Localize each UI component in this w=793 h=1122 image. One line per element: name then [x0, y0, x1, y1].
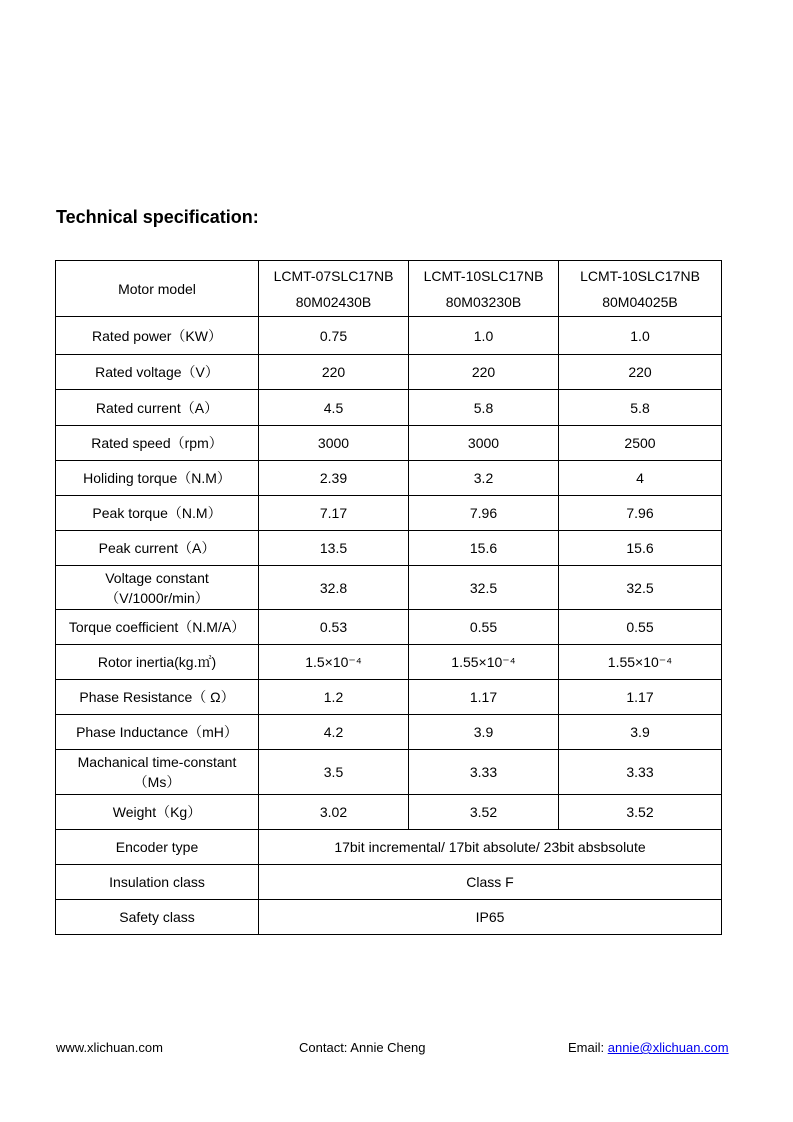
spec-merged-value: IP65 [259, 900, 722, 935]
spec-row [56, 680, 722, 715]
spec-label-line: （Ms） [133, 774, 181, 790]
spec-label: Safety class [56, 900, 259, 935]
spec-label-line: Rotor inertia(kg.㎡) [97, 654, 217, 670]
spec-label [56, 426, 259, 461]
spec-value: 5.8 [409, 390, 559, 426]
spec-label [56, 645, 259, 680]
spec-value: 15.6 [559, 531, 722, 566]
spec-value: 3.9 [559, 715, 722, 750]
spec-value: 0.55 [409, 610, 559, 645]
spec-value: 4.5 [259, 390, 409, 426]
spec-label-line: Rated current（A） [95, 399, 219, 416]
spec-label [56, 715, 259, 750]
spec-label-line: Voltage constant [105, 569, 209, 586]
spec-value: 220 [559, 355, 722, 390]
spec-value: 32.8 [259, 566, 409, 610]
spec-label [56, 610, 259, 645]
spec-row [56, 355, 722, 390]
model-code: 80M02430B [295, 293, 372, 310]
spec-row [56, 390, 722, 426]
page-heading: Technical specification: [56, 207, 259, 227]
spec-value: 1.0 [409, 317, 559, 355]
spec-value: 1.0 [559, 317, 722, 355]
spec-value: 220 [259, 355, 409, 390]
spec-label [56, 531, 259, 566]
spec-label-line: Peak torque（N.M） [92, 505, 222, 521]
spec-value: 1.17 [409, 680, 559, 715]
spec-value: 3.33 [409, 750, 559, 795]
spec-value: 13.5 [259, 531, 409, 566]
spec-row [56, 610, 722, 645]
spec-value: 1.17 [559, 680, 722, 715]
spec-merged-row [56, 830, 722, 865]
spec-value: 3.52 [409, 795, 559, 830]
spec-label-line: Phase Inductance（mH） [76, 724, 238, 740]
spec-value: 5.8 [559, 390, 722, 426]
spec-merged-value: Class F [259, 865, 722, 900]
spec-value: 2.39 [259, 461, 409, 496]
spec-table-body [56, 261, 722, 935]
spec-row [56, 566, 722, 610]
spec-label [56, 750, 259, 795]
spec-label-line: Rated speed（rpm） [91, 435, 223, 451]
spec-value: 7.96 [559, 496, 722, 531]
spec-row [56, 645, 722, 680]
model-name: LCMT-10SLC17NB [580, 267, 700, 284]
spec-value: 4 [559, 461, 722, 496]
spec-label [56, 355, 259, 390]
spec-row [56, 715, 722, 750]
spec-value: 32.5 [409, 566, 559, 610]
spec-label [56, 680, 259, 715]
spec-value: 3.52 [559, 795, 722, 830]
spec-label-line: Peak current（A） [98, 540, 216, 556]
spec-label [56, 566, 259, 610]
model-code: 80M04025B [602, 293, 678, 310]
spec-label [56, 317, 259, 355]
spec-value: 220 [409, 355, 559, 390]
spec-value: 3.33 [559, 750, 722, 795]
spec-label-line: Torque coefficient（N.M/A） [68, 619, 246, 635]
spec-value: 1.2 [259, 680, 409, 715]
model-code: 80M03230B [445, 293, 522, 310]
spec-value: 3.9 [409, 715, 559, 750]
spec-label-line: Holiding torque（N.M） [83, 470, 231, 486]
email-label: Email: [568, 1040, 608, 1055]
spec-label [56, 795, 259, 830]
spec-label-line: Machanical time-constant [77, 754, 237, 770]
spec-value: 3.5 [259, 750, 409, 795]
spec-label [56, 390, 259, 426]
spec-value: 2500 [559, 426, 722, 461]
spec-merged-value: 17bit incremental/ 17bit absolute/ 23bit absbsolute [259, 830, 722, 865]
spec-value: 3000 [259, 426, 409, 461]
model-name: LCMT-07SLC17NB [273, 267, 394, 284]
model-cell [559, 261, 722, 317]
model-cell [259, 261, 409, 317]
spec-value: 32.5 [559, 566, 722, 610]
spec-row [56, 461, 722, 496]
spec-merged-row [56, 865, 722, 900]
spec-label-line: Rated voltage（V） [95, 364, 219, 380]
spec-label-line: Phase Resistance（ Ω） [79, 689, 235, 705]
spec-value: 15.6 [409, 531, 559, 566]
spec-label-line: （V/1000r/min） [105, 589, 209, 606]
spec-row [56, 750, 722, 795]
spec-value: 3.2 [409, 461, 559, 496]
spec-row [56, 531, 722, 566]
spec-table [55, 260, 722, 935]
spec-value: 1.55×10⁻⁴ [409, 645, 559, 680]
spec-label [56, 496, 259, 531]
spec-value: 0.75 [259, 317, 409, 355]
model-name: LCMT-10SLC17NB [423, 267, 544, 284]
spec-value: 0.53 [259, 610, 409, 645]
footer-website: www.xlichuan.com [56, 1040, 163, 1055]
footer-email [568, 1040, 729, 1055]
footer-contact: Contact: Annie Cheng [299, 1040, 426, 1055]
spec-value: 0.55 [559, 610, 722, 645]
spec-row [56, 317, 722, 355]
spec-value: 3.02 [259, 795, 409, 830]
spec-label-line: Rated power（KW） [92, 327, 222, 344]
spec-value: 1.55×10⁻⁴ [559, 645, 722, 680]
spec-label-line: Weight（Kg） [112, 804, 202, 820]
model-cell [409, 261, 559, 317]
spec-value: 1.5×10⁻⁴ [259, 645, 409, 680]
header-row [56, 261, 722, 317]
email-link[interactable]: annie@xlichuan.com [607, 1040, 729, 1055]
spec-value: 4.2 [259, 715, 409, 750]
spec-label [56, 461, 259, 496]
spec-value: 7.96 [409, 496, 559, 531]
spec-value: 7.17 [259, 496, 409, 531]
spec-row [56, 426, 722, 461]
header-label: Motor model [56, 261, 259, 317]
spec-label: Encoder type [56, 830, 259, 865]
spec-value: 3000 [409, 426, 559, 461]
spec-row [56, 496, 722, 531]
spec-merged-row [56, 900, 722, 935]
spec-label: Insulation class [56, 865, 259, 900]
spec-row [56, 795, 722, 830]
